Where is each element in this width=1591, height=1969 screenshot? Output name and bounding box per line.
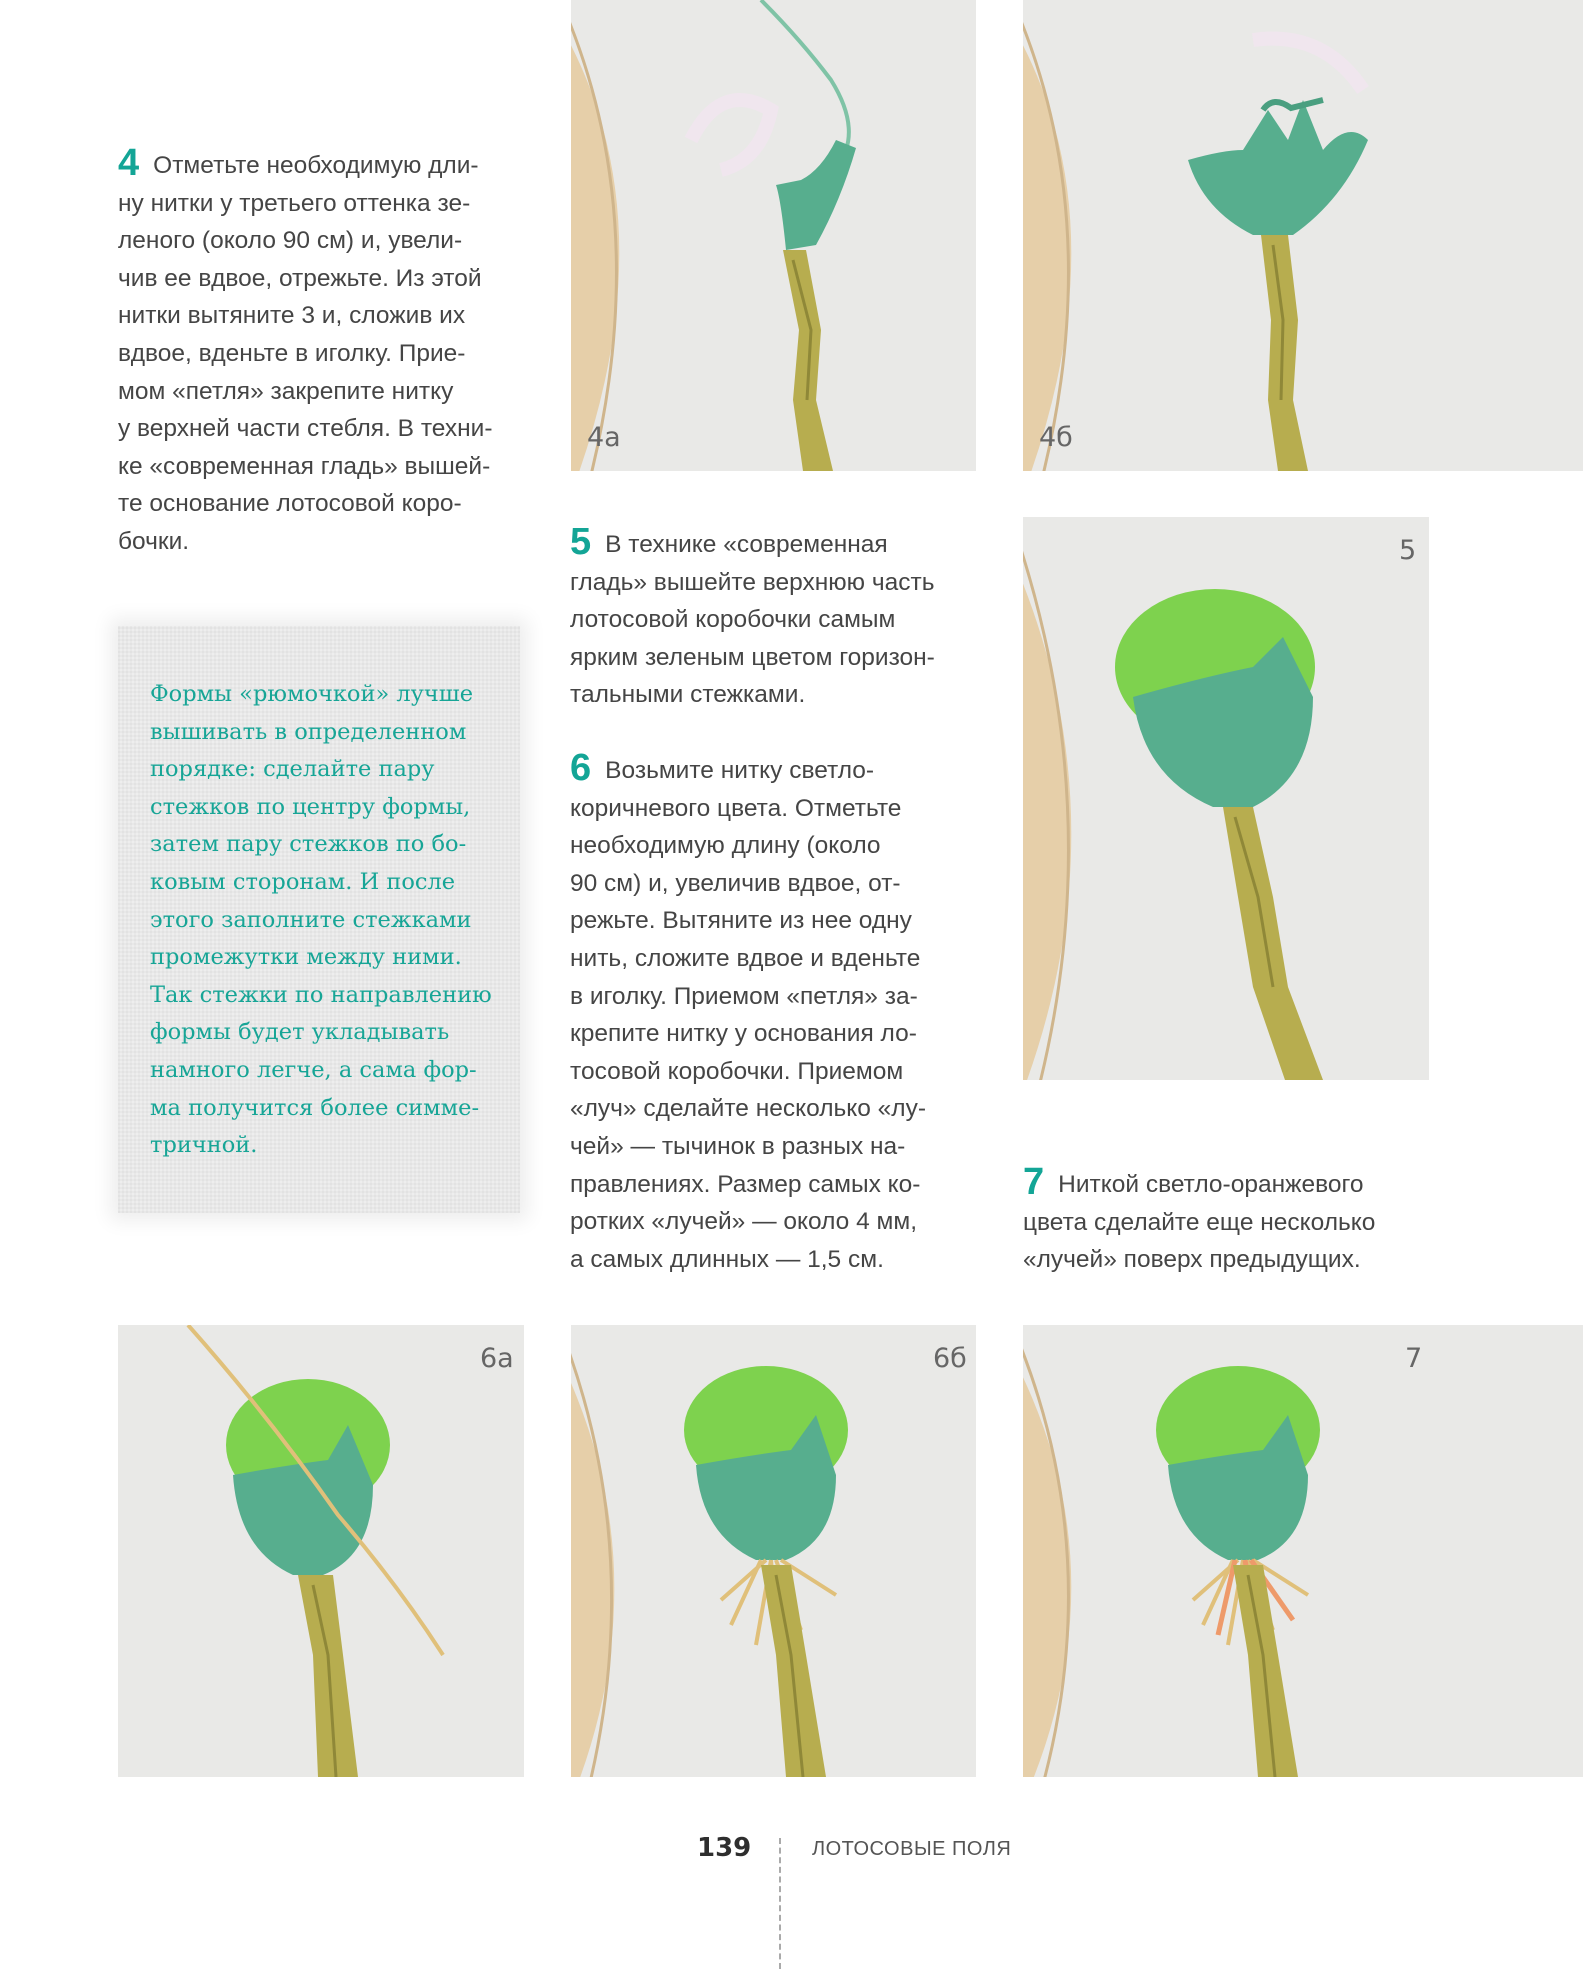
tip-line: этого заполните стежками [150, 906, 472, 933]
photo-7-illustration [1023, 1325, 1583, 1777]
step-5-number: 5 [570, 521, 592, 563]
step-6-line: режьте. Вытяните из нее одну [570, 907, 912, 935]
step-6-line: Возьмите нитку светло- [605, 757, 875, 784]
photo-6a-label: 6а [480, 1343, 514, 1374]
step-5-line: тальными стежками. [570, 681, 806, 709]
photo-5-label: 5 [1399, 535, 1417, 566]
tip-line: стежков по центру формы, [150, 793, 471, 820]
photo-6a-illustration [118, 1325, 524, 1777]
step-5-line: лотосовой коробочки самым [570, 606, 896, 634]
step-6-line: «луч» сделайте несколько «лу- [570, 1095, 927, 1123]
tip-text [150, 676, 492, 1165]
step-6-line: в иголку. Приемом «петля» за- [570, 982, 918, 1010]
step-6-line: чей» — тычинок в разных на- [570, 1132, 906, 1160]
step-6-line: правлениях. Размер самых ко- [570, 1170, 921, 1198]
step-6-line: ротких «лучей» — около 4 мм, [570, 1208, 918, 1236]
photo-6b [571, 1325, 976, 1777]
step-7-line: «лучей» поверх предыдущих. [1023, 1246, 1361, 1274]
photo-4b-illustration [1023, 0, 1583, 471]
step-4-line: бочки. [118, 527, 190, 555]
step-6-line: тосовой коробочки. Приемом [570, 1057, 904, 1085]
tip-line: вышивать в определенном [150, 718, 467, 745]
step-6-line: а самых длинных — 1,5 см. [570, 1245, 884, 1273]
step-6-line: необходимую длину (около [570, 832, 881, 860]
tip-line: промежутки между ними. [150, 944, 462, 971]
step-7 [1023, 1161, 1376, 1279]
step-4-line: ке «современная гладь» вышей- [118, 452, 491, 480]
tip-line: порядке: сделайте пару [150, 756, 435, 783]
step-4-line: вдвое, вденьте в иголку. Прие- [118, 339, 466, 367]
step-4-line: у верхней части стебля. В техни- [118, 415, 493, 443]
tip-line: намного легче, а сама фор- [150, 1056, 477, 1083]
step-7-number: 7 [1023, 1161, 1045, 1203]
step-6-line: коричневого цвета. Отметьте [570, 794, 902, 822]
step-4-line: ну нитки у третьего оттенка зе- [118, 189, 471, 217]
section-title: ЛОТОСОВЫЕ ПОЛЯ [812, 1838, 1012, 1860]
step-5-line: В технике «современная [605, 531, 888, 558]
tip-box [118, 626, 520, 1213]
step-6-number: 6 [570, 747, 592, 789]
step-7-line: цвета сделайте еще несколько [1023, 1208, 1376, 1236]
step-4-line: леного (около 90 см) и, увели- [118, 227, 463, 255]
step-4-line: чив ее вдвое, отрежьте. Из этой [118, 264, 482, 292]
step-6-line: крепите нитку у основания ло- [570, 1020, 917, 1048]
photo-7-label: 7 [1405, 1343, 1423, 1374]
step-5-line: гладь» вышейте верхнюю часть [570, 568, 935, 596]
photo-4a [571, 0, 976, 471]
step-4-line: те основание лотосовой коро- [118, 490, 462, 518]
step-5-line: ярким зеленым цветом горизон- [570, 643, 935, 671]
step-6 [570, 747, 927, 1278]
photo-7 [1023, 1325, 1583, 1777]
photo-6b-illustration [571, 1325, 976, 1777]
tip-line: Формы «рюмочкой» лучше [150, 681, 474, 707]
step-4-line: Отметьте необходимую дли- [153, 152, 479, 179]
footer-divider [779, 1838, 781, 1969]
step-4-number: 4 [118, 142, 140, 184]
photo-6b-label: 6б [933, 1343, 967, 1374]
photo-4a-label: 4а [587, 422, 621, 453]
step-4 [118, 142, 493, 561]
photo-4a-illustration [571, 0, 976, 471]
tip-line: затем пару стежков по бо- [150, 831, 467, 858]
tip-line: Так стежки по направлению [150, 981, 492, 1008]
page-number: 139 [697, 1833, 752, 1863]
photo-4b [1023, 0, 1583, 471]
step-6-line: нить, сложите вдвое и вденьте [570, 944, 921, 972]
step-5 [570, 521, 935, 714]
step-4-line: мом «петля» закрепите нитку [118, 377, 454, 405]
step-7-line: Ниткой светло-оранжевого [1058, 1171, 1364, 1198]
photo-5-illustration [1023, 517, 1429, 1080]
photo-6a [118, 1325, 524, 1777]
tip-line: тричной. [150, 1132, 258, 1159]
photo-5 [1023, 517, 1429, 1080]
tip-line: ма получится более симме- [150, 1094, 480, 1121]
step-6-line: 90 см) и, увеличив вдвое, от- [570, 869, 901, 897]
photo-4b-label: 4б [1039, 422, 1073, 453]
tip-line: формы будет укладывать [150, 1019, 450, 1046]
step-4-line: нитки вытяните 3 и, сложив их [118, 302, 466, 330]
tip-line: ковым сторонам. И после [150, 868, 456, 895]
